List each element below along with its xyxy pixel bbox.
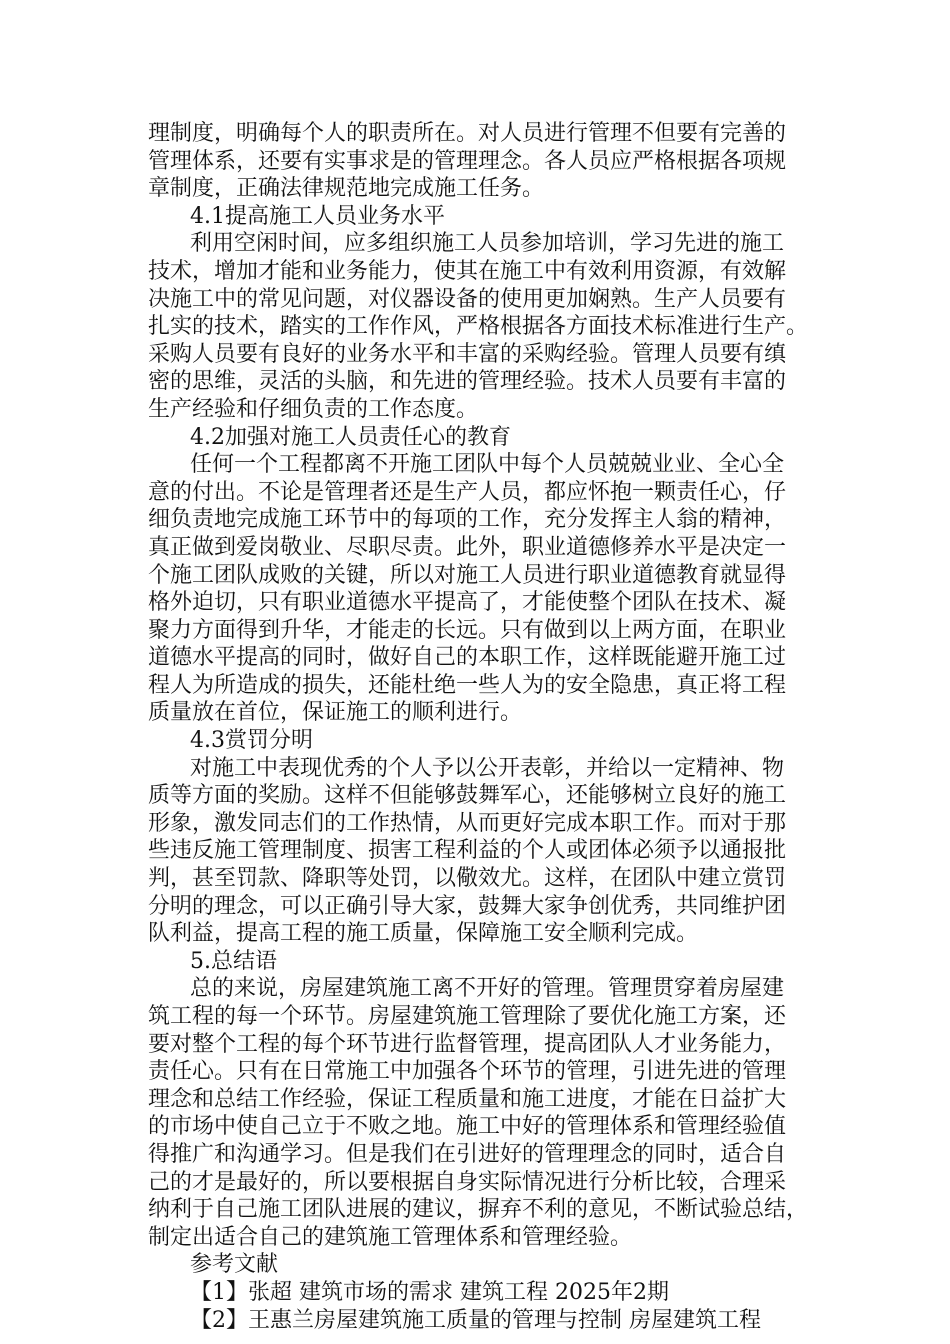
text-line: 个施工团队成败的关键，所以对施工人员进行职业道德教育就显得 [148,562,787,588]
text-line: 生产经验和仔细负责的工作态度。 [148,396,479,422]
text-line: 4.1提高施工人员业务水平 [190,203,445,229]
text-line: 4.2加强对施工人员责任心的教育 [190,424,511,450]
text-line: 利用空闲时间，应多组织施工人员参加培训，学习先进的施工 [190,231,785,257]
text-line: 章制度，正确法律规范地完成施工任务。 [148,176,545,202]
text-line: 采购人员要有良好的业务水平和丰富的采购经验。管理人员要有缜 [148,341,787,367]
text-line: 理制度，明确每个人的职责所在。对人员进行管理不但要有完善的 [148,121,787,146]
text-line: 理念和总结工作经验，保证工程质量和施工进度，才能在日益扩大 [148,1086,787,1112]
text-line: 参考文献 [190,1252,279,1278]
text-line: 管理体系，还要有实事求是的管理理念。各人员应严格根据各项规 [148,148,787,174]
text-line: 纳利于自己施工团队进展的建议，摒弃不利的意见，不断试验总结， [148,1197,809,1223]
text-line: 得推广和沟通学习。但是我们在引进好的管理理念的同时，适合自 [148,1141,787,1167]
text-line: 制定出适合自己的建筑施工管理体系和管理经验。 [148,1224,633,1250]
text-line: 格外迫切，只有职业道德水平提高了，才能使整个团队在技术、凝 [148,590,787,616]
text-line: 质等方面的奖励。这样不但能够鼓舞军心，还能够树立良好的施工 [148,783,787,809]
text-line: 扎实的技术，踏实的工作作风，严格根据各方面技术标准进行生产。 [148,314,809,340]
text-line: 聚力方面得到升华，才能走的长远。只有做到以上两方面，在职业 [148,617,787,643]
text-line: 要对整个工程的每个环节进行监督管理，提高团队人才业务能力， [148,1031,787,1057]
text-line: 些违反施工管理制度、损害工程利益的个人或团体必须予以通报批 [148,838,787,864]
document-body [148,120,808,1334]
text-line: 5.总结语 [190,948,277,974]
text-line: 意的付出。不论是管理者还是生产人员，都应怀抱一颗责任心，仔 [148,479,787,505]
text-line: 技术，增加才能和业务能力，使其在施工中有效利用资源，有效解 [148,258,787,284]
text-line: 4.3赏罚分明 [190,728,313,754]
text-line: 细负责地完成施工环节中的每项的工作，充分发挥主人翁的精神， [148,507,787,533]
text-line: 程人为所造成的损失，还能杜绝一些人为的安全隐患，真正将工程 [148,672,787,698]
text-line: 密的思维，灵活的头脑，和先进的管理经验。技术人员要有丰富的 [148,369,787,395]
text-line: 道德水平提高的同时，做好自己的本职工作，这样既能避开施工过 [148,645,787,671]
text-line: 形象，激发同志们的工作热情，从而更好完成本职工作。而对于那 [148,810,787,836]
text-line: 责任心。只有在日常施工中加强各个环节的管理，引进先进的管理 [148,1059,787,1085]
text-line: 判，甚至罚款、降职等处罚，以儆效尤。这样，在团队中建立赏罚 [148,866,787,892]
text-line: 队利益，提高工程的施工质量，保障施工安全顺利完成。 [148,921,699,947]
text-line: 质量放在首位，保证施工的顺利进行。 [148,700,523,726]
text-line: 【2】王惠兰房屋建筑施工质量的管理与控制 房屋建筑工程 [190,1307,761,1333]
text-line: 真正做到爱岗敬业、尽职尽责。此外，职业道德修养水平是决定一 [148,534,787,560]
text-line: 任何一个工程都离不开施工团队中每个人员兢兢业业、全心全 [190,452,785,478]
text-line: 决施工中的常见问题，对仪器设备的使用更加娴熟。生产人员要有 [148,286,787,312]
text-line: 的市场中使自己立于不败之地。施工中好的管理体系和管理经验值 [148,1114,787,1140]
text-line: 筑工程的每一个环节。房屋建筑施工管理除了要优化施工方案，还 [148,1004,787,1029]
text-line: 【1】张超 建筑市场的需求 建筑工程 2025年2期 [190,1279,669,1305]
text-line: 分明的理念，可以正确引导大家，鼓舞大家争创优秀，共同维护团 [148,893,787,919]
text-line: 总的来说，房屋建筑施工离不开好的管理。管理贯穿着房屋建 [190,976,785,1002]
text-line: 对施工中表现优秀的个人予以公开表彰，并给以一定精神、物 [190,755,785,781]
text-line: 己的才是最好的，所以要根据自身实际情况进行分析比较，合理采 [148,1169,787,1195]
